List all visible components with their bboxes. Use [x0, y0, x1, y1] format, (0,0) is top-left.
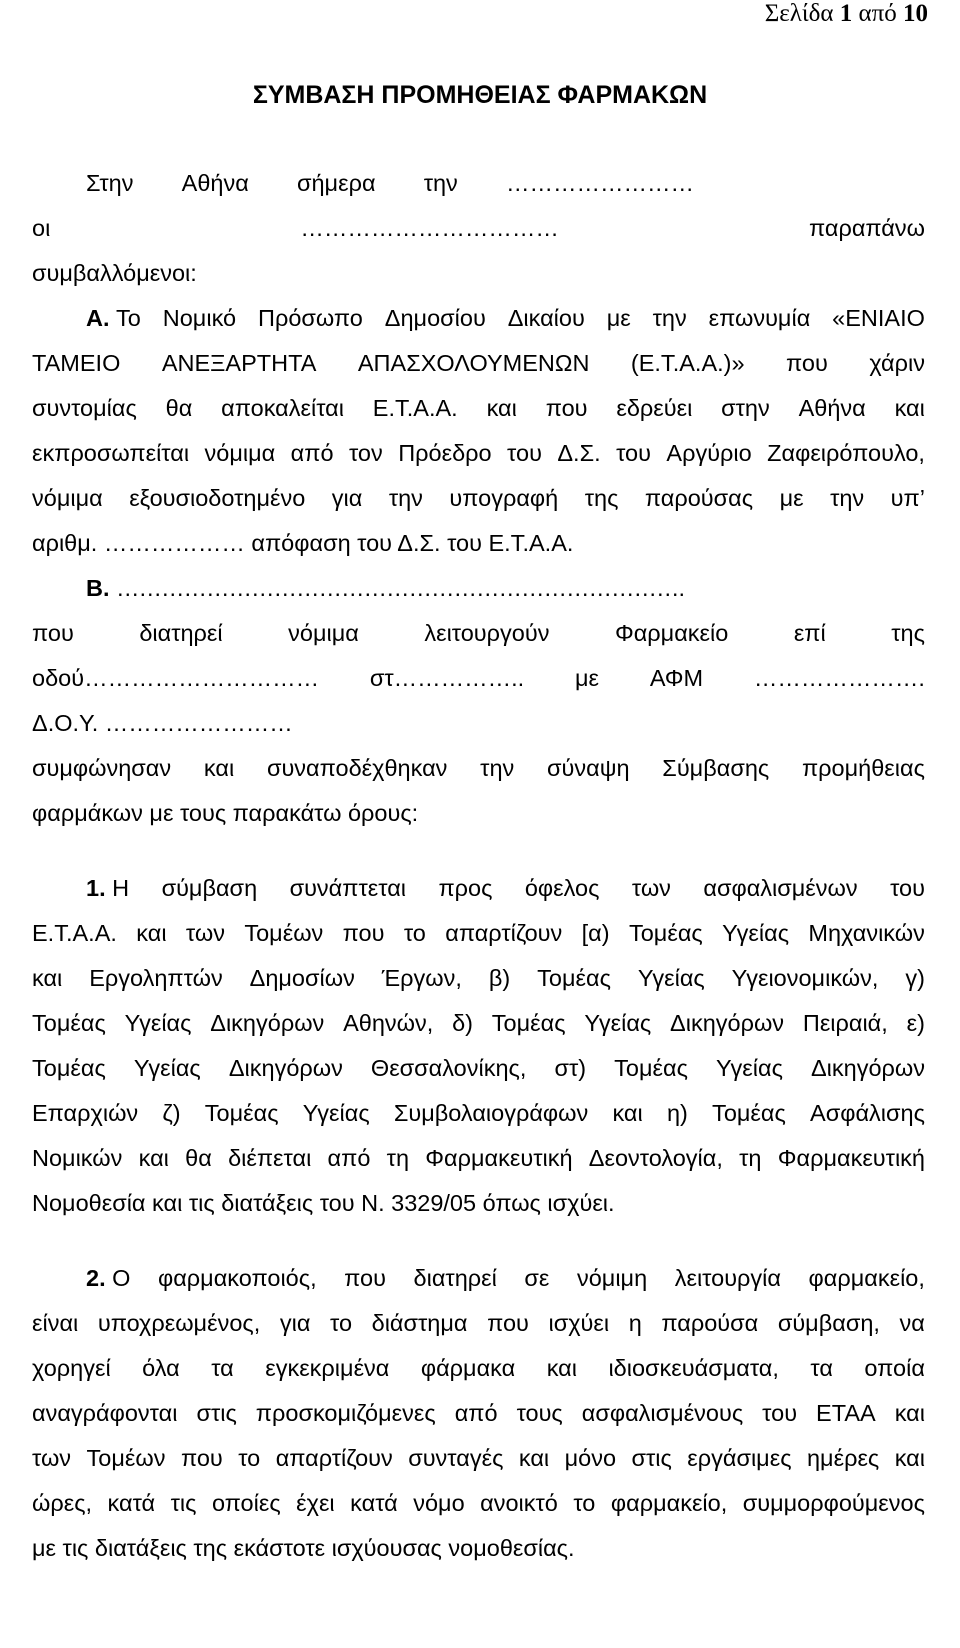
word: οδού…………………………	[32, 665, 320, 691]
word: τα	[810, 1355, 833, 1381]
word: στην	[721, 395, 770, 421]
word: Τομέων	[86, 1445, 166, 1471]
word: Υγείας	[637, 965, 705, 991]
word: Τομέας	[614, 1055, 688, 1081]
word: ……………………	[505, 170, 694, 196]
word: όφελος	[524, 875, 600, 901]
term-1-line-6	[32, 1098, 925, 1128]
word: που	[180, 1445, 223, 1471]
word: Φαρμακείο	[614, 620, 729, 646]
word: των	[185, 920, 225, 946]
item-number: Α.	[86, 305, 117, 331]
word: σε	[524, 1265, 550, 1291]
word: φαρμακείο,	[808, 1265, 925, 1291]
word: την	[388, 485, 423, 511]
word: και	[518, 1445, 550, 1471]
word: που	[342, 920, 385, 946]
word: Πρόεδρο	[398, 440, 492, 466]
word: εξουσιοδοτημένο	[129, 485, 306, 511]
party-b-name-blank: ………………………………………………………………….	[116, 575, 685, 601]
word: με	[606, 305, 631, 331]
word: με	[575, 665, 600, 691]
word: διάστημα	[371, 1310, 468, 1336]
party-a-line-2	[32, 348, 925, 378]
word: από	[327, 1145, 371, 1171]
word: συμφώνησαν	[32, 755, 172, 781]
word: επί	[793, 620, 826, 646]
word: Δ.Σ.	[557, 440, 601, 466]
word: διατηρεί	[139, 620, 223, 646]
word: ασφαλισμένους	[581, 1400, 744, 1426]
word: Δικαίου	[507, 305, 585, 331]
word: συμμορφούμενος	[742, 1490, 925, 1516]
word: που	[32, 620, 74, 646]
word: κατά	[107, 1490, 156, 1516]
word: Φαρμακευτική	[777, 1145, 925, 1171]
party-a-line-6: αριθμ. ……………… απόφαση του Δ.Σ. του Ε.Τ.Α.Α.	[32, 530, 574, 556]
word: ιδιοσκευάσματα,	[608, 1355, 779, 1381]
word: [α)	[581, 920, 610, 946]
word: παρούσας	[644, 485, 754, 511]
term-1-line-8: Νομοθεσία και τις διατάξεις του Ν. 3329/05 όπως ισχύει.	[32, 1190, 615, 1216]
word: αναγράφονται	[32, 1400, 178, 1426]
word: Σύμβασης	[662, 755, 770, 781]
party-a-line-3	[32, 393, 925, 423]
word: οι	[32, 215, 51, 241]
word: ε)	[906, 1010, 925, 1036]
word: η	[628, 1310, 642, 1336]
page-number: 1	[839, 0, 853, 27]
word: Φαρμακευτική	[425, 1145, 573, 1171]
word: να	[899, 1310, 925, 1336]
word: οποίες	[211, 1490, 281, 1516]
word: Δημοσίων	[249, 965, 355, 991]
page-counter	[765, 0, 928, 28]
party-b-line-1	[32, 618, 925, 648]
word: είναι	[32, 1310, 79, 1336]
word: και	[486, 395, 517, 421]
word: Εργοληπτών	[89, 965, 223, 991]
word: που	[786, 350, 828, 376]
word: την	[830, 485, 865, 511]
word: την	[652, 305, 687, 331]
word: το	[238, 1445, 261, 1471]
word: παρούσα	[661, 1310, 759, 1336]
word: των	[631, 875, 671, 901]
intro-line-1	[86, 168, 694, 198]
word: Στην	[86, 170, 134, 196]
word: γ)	[905, 965, 925, 991]
word: Τομέας	[628, 920, 703, 946]
term-1-line-5	[32, 1053, 925, 1083]
word: νόμο	[413, 1490, 465, 1516]
item-number: 1.	[86, 875, 113, 901]
term-1-line-7	[32, 1143, 925, 1173]
word: Αθήνα	[798, 395, 866, 421]
word: Υγείας	[584, 1010, 652, 1036]
word: προμήθειας	[801, 755, 925, 781]
word: επωνυμία	[708, 305, 811, 331]
word: με	[779, 485, 804, 511]
word: (Ε.Τ.Α.Α.)»	[630, 350, 745, 376]
word: Υγείας	[715, 1055, 783, 1081]
word: Υγειονομικών,	[731, 965, 879, 991]
word: τα	[211, 1355, 234, 1381]
word: που	[344, 1265, 386, 1291]
word: Υγείας	[302, 1100, 370, 1126]
item-number: 2.	[86, 1265, 113, 1291]
word: Νομικό	[162, 305, 237, 331]
word: ασφαλισμένων	[703, 875, 858, 901]
party-b-line-5: φαρμάκων με τους παρακάτω όρους:	[32, 800, 419, 826]
word: απαρτίζουν	[445, 920, 563, 946]
word: Α. Το	[86, 305, 141, 331]
word: της	[584, 485, 619, 511]
word: νόμιμη	[576, 1265, 648, 1291]
word: Αθήνα	[181, 170, 249, 196]
word: συντομίας	[32, 395, 137, 421]
term-1-line-2	[32, 918, 925, 948]
intro-line-3: συμβαλλόμενοι:	[32, 260, 197, 286]
word: τη	[386, 1145, 410, 1171]
word: ανοικτό	[480, 1490, 558, 1516]
word: Συμβολαιογράφων	[393, 1100, 589, 1126]
word: ημέρες	[806, 1445, 880, 1471]
word: Αθηνών,	[343, 1010, 434, 1036]
word: Ε.Τ.Α.Α.	[32, 920, 117, 946]
word: νόμιμα	[32, 485, 103, 511]
word: Δικηγόρων	[670, 1010, 785, 1036]
word: εδρεύει	[616, 395, 693, 421]
word: Ζαφειρόπουλο,	[767, 440, 925, 466]
word: υποχρεωμένος,	[97, 1310, 261, 1336]
word: Δικηγόρων	[810, 1055, 925, 1081]
word: νόμιμα	[288, 620, 359, 646]
word: οποία	[864, 1355, 925, 1381]
word: η)	[666, 1100, 688, 1126]
word: για	[331, 485, 363, 511]
word: Νομικών	[32, 1145, 123, 1171]
word: Πρόσωπο	[258, 305, 363, 331]
word: συνάπτεται	[289, 875, 406, 901]
word: και	[32, 965, 63, 991]
word: στ……………..	[369, 665, 525, 691]
word: τη	[739, 1145, 762, 1171]
term-2-line-2	[32, 1308, 925, 1338]
page-total: 10	[903, 0, 928, 27]
word: σύναψη	[547, 755, 630, 781]
word: σύμβαση,	[777, 1310, 880, 1336]
word: 2. Ο	[86, 1265, 131, 1291]
word: θα	[165, 395, 193, 421]
word: Υγείας	[133, 1055, 201, 1081]
word: «ΕΝΙΑΙΟ	[832, 305, 925, 331]
word: ώρες,	[32, 1490, 93, 1516]
word: και	[203, 755, 235, 781]
word: σήμερα	[296, 170, 376, 196]
word: υπογραφή	[449, 485, 559, 511]
word: Ε.Τ.Α.Α.	[372, 395, 458, 421]
term-2-line-1	[86, 1263, 925, 1293]
word: του	[507, 440, 542, 466]
word: χάριν	[869, 350, 925, 376]
word: ΑΠΑΣΧΟΛΟΥΜΕΝΩΝ	[357, 350, 590, 376]
word: φαρμακείο,	[610, 1490, 728, 1516]
party-b-line-2	[32, 663, 925, 693]
word: που	[545, 395, 588, 421]
word: λειτουργία	[674, 1265, 781, 1291]
word: ………………….	[753, 665, 925, 691]
term-2-line-5	[32, 1443, 925, 1473]
word: υπ’	[890, 485, 925, 511]
word: Υγείας	[722, 920, 790, 946]
word: που	[487, 1310, 529, 1336]
word: Θεσσαλονίκης,	[370, 1055, 527, 1081]
word: κατά	[350, 1490, 398, 1516]
party-a-line-5	[32, 483, 925, 513]
word: φάρμακα	[420, 1355, 516, 1381]
word: διατηρεί	[413, 1265, 497, 1291]
word: τους	[516, 1400, 563, 1426]
page-counter-prefix: Σελίδα	[764, 0, 834, 27]
word: Δεοντολογία,	[588, 1145, 723, 1171]
word: Δικηγόρων	[228, 1055, 343, 1081]
word: την	[423, 170, 458, 196]
word: φαρμακοποιός,	[157, 1265, 317, 1291]
word: στ)	[554, 1055, 587, 1081]
word: και	[894, 395, 925, 421]
word: έχει	[296, 1490, 335, 1516]
word: και	[136, 920, 167, 946]
word: Δημοσίου	[384, 305, 486, 331]
word: το	[330, 1310, 353, 1336]
party-b-line-4	[32, 753, 925, 783]
word: ΑΦΜ	[649, 665, 704, 691]
word: Πειραιά,	[802, 1010, 888, 1036]
word: ΤΑΜΕΙΟ	[32, 350, 121, 376]
word: τις	[170, 1490, 197, 1516]
word: από	[454, 1400, 498, 1426]
word: ΕΤΑΑ	[816, 1400, 876, 1426]
word: Αργύριο	[666, 440, 752, 466]
word: το	[573, 1490, 596, 1516]
word: μόνο	[564, 1445, 617, 1471]
word: των	[32, 1445, 72, 1471]
word: Μηχανικών	[808, 920, 925, 946]
word: προσκομιζόμενες	[255, 1400, 436, 1426]
term-2-line-3	[32, 1353, 925, 1383]
word: Τομέας	[712, 1100, 786, 1126]
word: Τομέας	[491, 1010, 566, 1036]
word: β)	[488, 965, 511, 991]
party-b-label: Β.	[86, 575, 110, 601]
word: συνταγές	[408, 1445, 504, 1471]
word: και	[546, 1355, 577, 1381]
party-b-line-3: Δ.Ο.Υ. ……………………	[32, 710, 293, 736]
word: και	[612, 1100, 643, 1126]
word: για	[279, 1310, 311, 1336]
word: ΑΝΕΞΑΡΤΗΤΑ	[161, 350, 317, 376]
word: τον	[348, 440, 383, 466]
word: στις	[631, 1445, 672, 1471]
word: Τομέας	[32, 1010, 106, 1036]
word: Τομέας	[32, 1055, 106, 1081]
word: δ)	[452, 1010, 473, 1036]
word: όλα	[142, 1355, 180, 1381]
word: του	[616, 440, 651, 466]
word: χορηγεί	[32, 1355, 111, 1381]
word: Έργων,	[381, 965, 462, 991]
word: παραπάνω	[808, 215, 925, 241]
word: Δικηγόρων	[210, 1010, 325, 1036]
party-b-heading	[86, 573, 925, 603]
word: την	[480, 755, 515, 781]
word: Τομέας	[204, 1100, 279, 1126]
word: ……………………………	[300, 215, 559, 241]
intro-line-2	[32, 213, 925, 243]
term-1-line-3	[32, 963, 925, 993]
word: και	[894, 1400, 925, 1426]
word: εγκεκριμένα	[265, 1355, 390, 1381]
word: σύμβαση	[161, 875, 258, 901]
word: από	[290, 440, 334, 466]
document-title: ΣΥΜΒΑΣΗ ΠΡΟΜΗΘΕΙΑΣ ΦΑΡΜΑΚΩΝ	[252, 81, 708, 109]
word: 1. Η	[86, 875, 130, 901]
word: αποκαλείται	[221, 395, 344, 421]
term-2-line-7: με τις διατάξεις της εκάστοτε ισχύουσας νομοθεσίας.	[32, 1535, 575, 1561]
word: συναποδέχθηκαν	[266, 755, 448, 781]
word: απαρτίζουν	[275, 1445, 393, 1471]
word: Υγείας	[124, 1010, 192, 1036]
word: Τομέας	[537, 965, 611, 991]
term-1-line-1	[86, 873, 925, 903]
word: εκπροσωπείται	[32, 440, 190, 466]
word: Ασφάλισης	[810, 1100, 925, 1126]
word: νόμιμα	[204, 440, 276, 466]
word: Επαρχιών	[32, 1100, 139, 1126]
word: θα	[185, 1145, 212, 1171]
word: της	[891, 620, 925, 646]
term-2-line-4	[32, 1398, 925, 1428]
word: Τομέων	[244, 920, 324, 946]
party-a-line-1	[86, 303, 925, 333]
word: και	[894, 1445, 925, 1471]
word: το	[403, 920, 426, 946]
party-a-line-4	[32, 438, 925, 468]
word: λειτουργούν	[424, 620, 550, 646]
word: του	[762, 1400, 798, 1426]
word: διέπεται	[228, 1145, 312, 1171]
word: προς	[438, 875, 493, 901]
term-1-line-4	[32, 1008, 925, 1038]
word: ισχύει	[548, 1310, 610, 1336]
word: εργάσιμες	[687, 1445, 792, 1471]
word: στις	[196, 1400, 237, 1426]
term-2-line-6	[32, 1488, 925, 1518]
word: και	[138, 1145, 169, 1171]
word: του	[890, 875, 925, 901]
page-counter-mid: από	[858, 0, 897, 27]
word: ζ)	[162, 1100, 181, 1126]
